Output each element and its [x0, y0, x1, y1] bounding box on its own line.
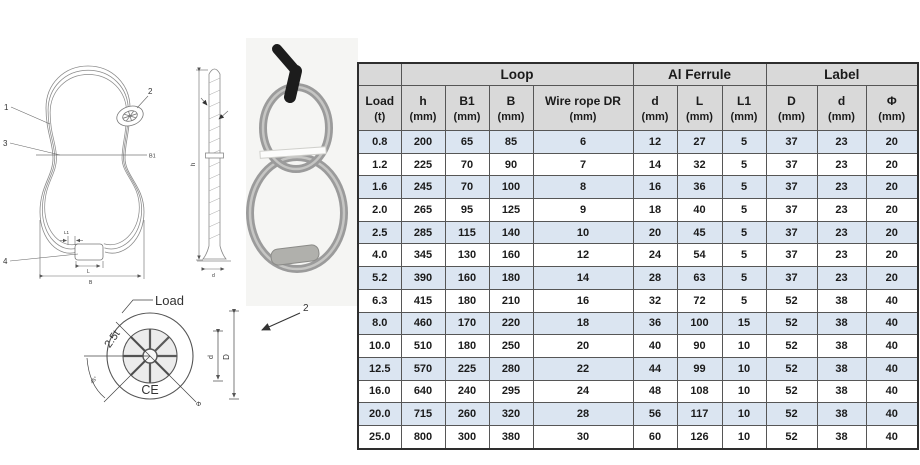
cell: 285	[401, 221, 445, 244]
cell: 100	[489, 176, 533, 199]
cell: 40	[866, 289, 918, 312]
technical-drawing	[0, 0, 360, 460]
cell: 10	[722, 357, 766, 380]
cell: 8	[533, 176, 633, 199]
spec-table-head	[358, 63, 918, 131]
cell: 30	[533, 425, 633, 448]
cell: 117	[677, 403, 722, 426]
cell: 52	[766, 357, 817, 380]
table-row	[358, 403, 918, 426]
cell: 54	[677, 244, 722, 267]
cell: 300	[445, 425, 489, 448]
spec-table	[357, 62, 919, 450]
cell: 52	[766, 380, 817, 403]
cell: 37	[766, 176, 817, 199]
cell: 12.5	[358, 357, 401, 380]
cell: 1.2	[358, 153, 401, 176]
cell: 37	[766, 244, 817, 267]
column-header: d (mm)	[817, 86, 866, 131]
tag-dim-d-label: d	[208, 355, 215, 359]
cell: 9	[533, 199, 633, 222]
cell: 38	[817, 335, 866, 358]
column-header: d (mm)	[633, 86, 677, 131]
table-row	[358, 357, 918, 380]
cell: 5	[722, 289, 766, 312]
cell: 38	[817, 425, 866, 448]
tag-ce-mark: CE	[141, 383, 159, 397]
cell: 108	[677, 380, 722, 403]
cell: 140	[489, 221, 533, 244]
cell: 38	[817, 289, 866, 312]
cell: 99	[677, 357, 722, 380]
cell: 20	[633, 221, 677, 244]
cell: 25.0	[358, 425, 401, 448]
cell: 225	[445, 357, 489, 380]
cell: 40	[866, 403, 918, 426]
cell: 40	[866, 335, 918, 358]
tag-dim-D-label: D	[222, 354, 231, 360]
cell: 1.6	[358, 176, 401, 199]
cell: 52	[766, 425, 817, 448]
cell: 28	[633, 267, 677, 290]
cell: 40	[866, 425, 918, 448]
dim-h-label: h	[191, 162, 197, 166]
cell: 380	[489, 425, 533, 448]
cell: 40	[866, 357, 918, 380]
column-header: B (mm)	[489, 86, 533, 131]
cell: 23	[817, 221, 866, 244]
cell: 27	[677, 131, 722, 154]
cell: 5.2	[358, 267, 401, 290]
dim-l1-label: L1	[64, 230, 70, 235]
cell: 23	[817, 199, 866, 222]
cell: 180	[445, 335, 489, 358]
cell: 130	[445, 244, 489, 267]
cell: 52	[766, 335, 817, 358]
cell: 460	[401, 312, 445, 335]
cell: 16	[533, 289, 633, 312]
cell: 2.5	[358, 221, 401, 244]
column-header: Φ (mm)	[866, 86, 918, 131]
cell: 52	[766, 403, 817, 426]
cell: 40	[866, 312, 918, 335]
cell: 37	[766, 199, 817, 222]
cell: 16	[633, 176, 677, 199]
cell: 40	[677, 199, 722, 222]
cell: 10.0	[358, 335, 401, 358]
cell: 180	[445, 289, 489, 312]
cell: 52	[766, 289, 817, 312]
cell: 160	[489, 244, 533, 267]
cell: 36	[677, 176, 722, 199]
cell: 2.0	[358, 199, 401, 222]
cell: 5	[722, 153, 766, 176]
label-detail-drawing	[84, 293, 309, 408]
group-header: Loop	[401, 63, 633, 86]
cell: 415	[401, 289, 445, 312]
cell: 5	[722, 199, 766, 222]
group-header: Al Ferrule	[633, 63, 766, 86]
cell: 4.0	[358, 244, 401, 267]
cell: 115	[445, 221, 489, 244]
callout-2: 2	[148, 87, 153, 96]
cell: 570	[401, 357, 445, 380]
callout-4: 4	[3, 257, 8, 266]
cell: 245	[401, 176, 445, 199]
cell: 85	[489, 131, 533, 154]
cell: 6.3	[358, 289, 401, 312]
cell: 390	[401, 267, 445, 290]
table-row	[358, 312, 918, 335]
cell: 38	[817, 312, 866, 335]
cell: 0.8	[358, 131, 401, 154]
cell: 5	[722, 176, 766, 199]
product-photo	[246, 38, 358, 306]
cell: 210	[489, 289, 533, 312]
cell: 7	[533, 153, 633, 176]
cell: 40	[633, 335, 677, 358]
tag-capacity-label: 2.5t	[102, 328, 123, 351]
cell: 28	[533, 403, 633, 426]
cell: 640	[401, 380, 445, 403]
cell: 23	[817, 176, 866, 199]
cell: 72	[677, 289, 722, 312]
cell: 5	[722, 221, 766, 244]
cell: 20	[866, 267, 918, 290]
column-header: Load (t)	[358, 86, 401, 131]
cell: 345	[401, 244, 445, 267]
cell: 125	[489, 199, 533, 222]
table-row	[358, 176, 918, 199]
drawing-panel	[0, 0, 360, 460]
table-row	[358, 267, 918, 290]
cell: 44	[633, 357, 677, 380]
cell: 38	[817, 357, 866, 380]
table-row	[358, 425, 918, 448]
cell: 40	[866, 380, 918, 403]
callout-3: 3	[3, 139, 8, 148]
cell: 20	[866, 199, 918, 222]
cell: 240	[445, 380, 489, 403]
cell: 320	[489, 403, 533, 426]
cell: 20	[533, 335, 633, 358]
cell: 32	[633, 289, 677, 312]
column-header: Wire rope DR (mm)	[533, 86, 633, 131]
dim-b1-label: B1	[149, 153, 156, 160]
cell: 70	[445, 153, 489, 176]
cell: 12	[533, 244, 633, 267]
cell: 18	[533, 312, 633, 335]
cell: 180	[489, 267, 533, 290]
table-row	[358, 221, 918, 244]
cell: 22	[533, 357, 633, 380]
cell: 63	[677, 267, 722, 290]
cell: 37	[766, 221, 817, 244]
cell: 20	[866, 244, 918, 267]
corner-cell	[358, 63, 401, 86]
cell: 20	[866, 221, 918, 244]
spec-table-el	[357, 62, 919, 450]
cell: 24	[633, 244, 677, 267]
cell: 20	[866, 153, 918, 176]
tag-callout-2: 2	[303, 303, 309, 314]
column-header: B1 (mm)	[445, 86, 489, 131]
cell: 65	[445, 131, 489, 154]
table-row	[358, 380, 918, 403]
tag-front	[114, 103, 146, 129]
cell: 5	[722, 131, 766, 154]
cell: 16.0	[358, 380, 401, 403]
table-row	[358, 131, 918, 154]
cell: 250	[489, 335, 533, 358]
cell: 12	[633, 131, 677, 154]
cell: 8.0	[358, 312, 401, 335]
column-header: L1 (mm)	[722, 86, 766, 131]
cell: 10	[722, 335, 766, 358]
cell: 38	[817, 403, 866, 426]
cell: 20.0	[358, 403, 401, 426]
tag-load-label: Load	[155, 293, 184, 308]
cell: 800	[401, 425, 445, 448]
column-header: D (mm)	[766, 86, 817, 131]
cell: 715	[401, 403, 445, 426]
ferrule-front	[75, 244, 103, 260]
column-header: h (mm)	[401, 86, 445, 131]
table-row	[358, 199, 918, 222]
cell: 100	[677, 312, 722, 335]
cell: 15	[722, 312, 766, 335]
tag-angle-label: 45°	[89, 375, 100, 386]
cell: 5	[722, 267, 766, 290]
front-view-drawing	[3, 66, 156, 286]
dim-l-label: L	[87, 269, 90, 275]
cell: 23	[817, 244, 866, 267]
table-row	[358, 244, 918, 267]
table-row	[358, 335, 918, 358]
cell: 23	[817, 131, 866, 154]
callout-1: 1	[4, 103, 9, 112]
cell: 18	[633, 199, 677, 222]
cell: 32	[677, 153, 722, 176]
cell: 20	[866, 131, 918, 154]
cell: 36	[633, 312, 677, 335]
cell: 24	[533, 380, 633, 403]
dim-b-label: B	[89, 280, 93, 286]
group-header: Label	[766, 63, 918, 86]
cell: 23	[817, 267, 866, 290]
spec-table-body	[358, 131, 918, 449]
cell: 10	[722, 425, 766, 448]
cell: 90	[677, 335, 722, 358]
table-row	[358, 153, 918, 176]
column-header: L (mm)	[677, 86, 722, 131]
cell: 48	[633, 380, 677, 403]
cell: 280	[489, 357, 533, 380]
cell: 170	[445, 312, 489, 335]
cell: 90	[489, 153, 533, 176]
side-view-drawing	[191, 69, 231, 279]
cell: 260	[445, 403, 489, 426]
cell: 95	[445, 199, 489, 222]
dim-d-side-label: d	[212, 273, 215, 279]
table-row	[358, 289, 918, 312]
cell: 37	[766, 267, 817, 290]
cell: 265	[401, 199, 445, 222]
cell: 6	[533, 131, 633, 154]
cell: 225	[401, 153, 445, 176]
cell: 200	[401, 131, 445, 154]
cell: 295	[489, 380, 533, 403]
cell: 60	[633, 425, 677, 448]
cell: 52	[766, 312, 817, 335]
cell: 220	[489, 312, 533, 335]
cell: 56	[633, 403, 677, 426]
cell: 510	[401, 335, 445, 358]
cell: 37	[766, 153, 817, 176]
cell: 20	[866, 176, 918, 199]
cell: 38	[817, 380, 866, 403]
cell: 10	[722, 403, 766, 426]
cell: 10	[533, 221, 633, 244]
cell: 23	[817, 153, 866, 176]
tag-phi-label: Φ	[196, 401, 202, 408]
cell: 160	[445, 267, 489, 290]
cell: 5	[722, 244, 766, 267]
cell: 70	[445, 176, 489, 199]
cell: 14	[633, 153, 677, 176]
cell: 126	[677, 425, 722, 448]
cell: 37	[766, 131, 817, 154]
cell: 10	[722, 380, 766, 403]
cell: 14	[533, 267, 633, 290]
cell: 45	[677, 221, 722, 244]
